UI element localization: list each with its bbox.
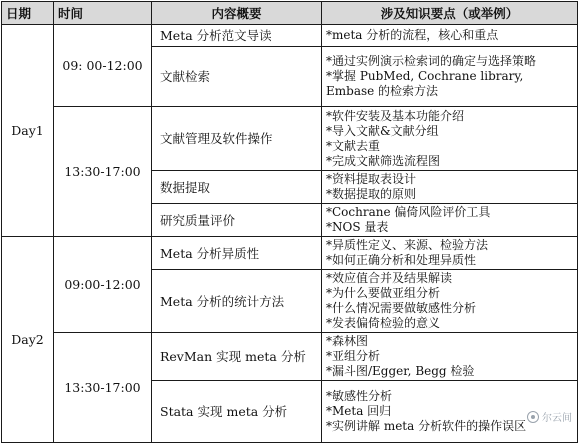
time-cell: 13:30-17:00 <box>54 107 152 237</box>
point-item: *敏感性分析 <box>326 389 393 403</box>
point-item: *实例讲解 meta 分析软件的操作误区 <box>326 419 527 433</box>
point-item: *软件安装及基本功能介绍 <box>326 108 465 123</box>
point-item: *发表偏倚检验的意义 <box>326 316 441 330</box>
table-row <box>2 237 578 270</box>
header-time: 时间 <box>54 2 152 25</box>
header-content: 内容概要 <box>152 2 322 25</box>
point-item: *为什么要做亚组分析 <box>326 286 441 300</box>
content-cell: Meta 分析的统计方法 <box>152 270 322 333</box>
content-cell: 数据提取 <box>152 171 322 204</box>
point-item: *完成文献筛选流程图 <box>326 153 441 168</box>
header-day: 日期 <box>2 2 54 25</box>
content-cell: 文献管理及软件操作 <box>152 107 322 171</box>
point-item: *文献去重 <box>326 138 381 153</box>
point-item: *亚组分析 <box>326 349 381 363</box>
watermark <box>527 409 572 424</box>
time-cell: 09: 00-12:00 <box>54 25 152 107</box>
point-item: *森林图 <box>326 334 369 348</box>
watermark-text: 尔云间 <box>542 413 572 424</box>
points-cell <box>322 25 578 47</box>
points-cell <box>322 270 578 333</box>
points-cell <box>322 171 578 204</box>
table-row <box>2 25 578 47</box>
point-item: *通过实例演示检索词的确定与选择策略 <box>326 54 537 68</box>
content-cell: 研究质量评价 <box>152 204 322 237</box>
point-item: *漏斗图/Egger, Begg 检验 <box>326 364 475 378</box>
points-cell <box>322 333 578 381</box>
point-item: *Meta 回归 <box>326 404 392 418</box>
point-item: *导入文献&文献分组 <box>326 123 439 138</box>
header-row <box>2 2 578 25</box>
content-cell: RevMan 实现 meta 分析 <box>152 333 322 381</box>
points-cell <box>322 237 578 270</box>
point-item: *meta 分析的流程，核心和重点 <box>326 28 499 42</box>
point-item: *异质性定义、来源、检验方法 <box>326 238 489 252</box>
day-cell: Day1 <box>2 25 54 237</box>
day-cell: Day2 <box>2 237 54 443</box>
point-item: *什么情况需要做敏感性分析 <box>326 301 477 315</box>
time-cell: 09:00-12:00 <box>54 237 152 333</box>
point-item: *Cochrane 偏倚风险评价工具 <box>326 205 491 219</box>
header-points: 涉及知识要点（或举例） <box>322 2 578 25</box>
points-cell <box>322 107 578 171</box>
schedule-table <box>1 1 578 443</box>
point-item: *数据提取的原则 <box>326 187 417 201</box>
time-cell: 13:30-17:00 <box>54 333 152 443</box>
points-cell <box>322 47 578 107</box>
content-cell: Meta 分析范文导读 <box>152 25 322 47</box>
points-cell <box>322 204 578 237</box>
content-cell: 文献检索 <box>152 47 322 107</box>
point-item: *掌握 PubMed, Cochrane library, Embase 的检索方法 <box>326 69 524 98</box>
wechat-logo-icon <box>527 411 539 423</box>
content-cell: Stata 实现 meta 分析 <box>152 381 322 443</box>
point-item: *如何正确分析和处理异质性 <box>326 253 477 267</box>
point-item: *效应值合并及结果解读 <box>326 271 453 285</box>
table-row <box>2 333 578 381</box>
content-cell: Meta 分析异质性 <box>152 237 322 270</box>
table-row <box>2 107 578 171</box>
point-item: *NOS 量表 <box>326 220 389 234</box>
point-item: *资料提取表设计 <box>326 172 417 186</box>
